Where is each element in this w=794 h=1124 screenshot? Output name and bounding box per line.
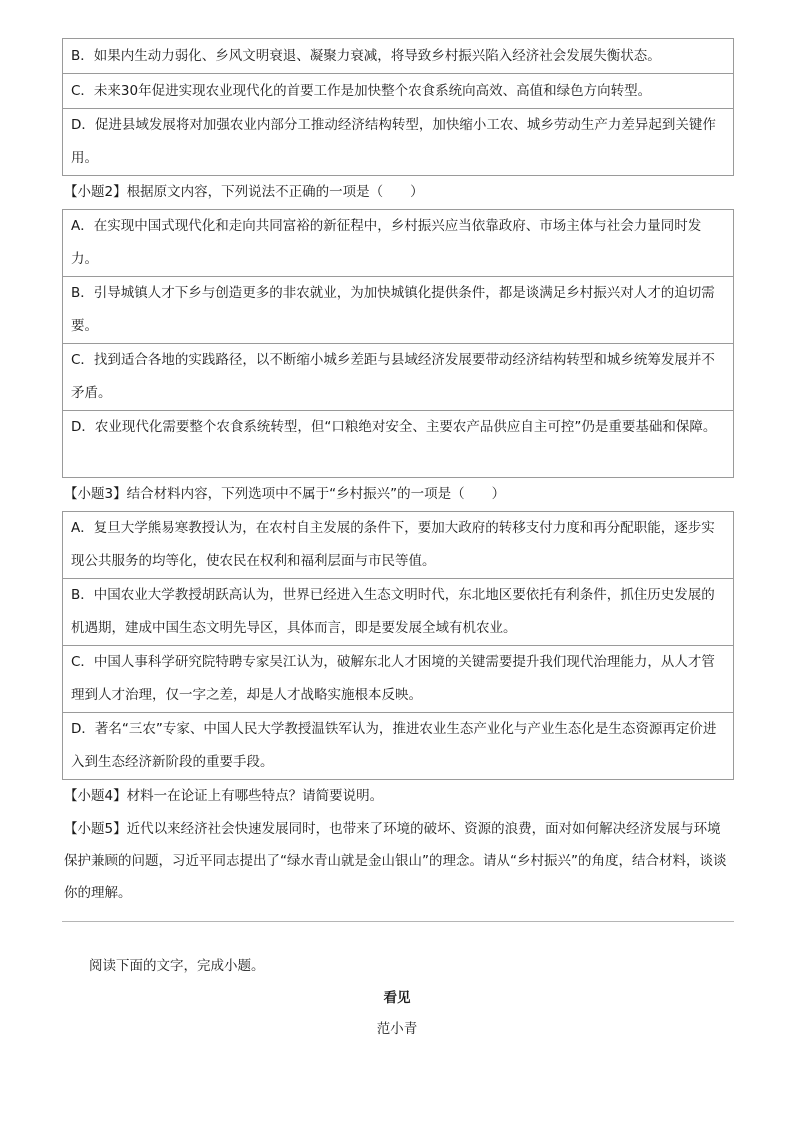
reading-author: 范小青: [376, 1021, 418, 1037]
q1-option-c[interactable]: C．未来30年促进实现农业现代化的首要工作是加快整个农食系统向高效、高值和绿色方向转型。: [62, 74, 734, 109]
q1-option-d[interactable]: D．促进县域发展将对加强农业内部分工推动经济结构转型，加快缩小工农、城乡劳动生产力差异起到关键作用。: [62, 109, 734, 176]
reading-intro: 阅读下面的文字，完成小题。: [89, 958, 265, 974]
q2-option-d[interactable]: D．农业现代化需要整个农食系统转型，但“口粮绝对安全、主要农产品供应自主可控”仍是重要基础和保障。: [62, 411, 734, 478]
q2-option-c[interactable]: C．找到适合各地的实践路径，以不断缩小城乡差距与县域经济发展要带动经济结构转型和城乡统筹发展并不矛盾。: [62, 344, 734, 411]
q2-option-a[interactable]: A．在实现中国式现代化和走向共同富裕的新征程中，乡村振兴应当依靠政府、市场主体与社会力量同时发力。: [62, 209, 734, 277]
q2-option-b[interactable]: B．引导城镇人才下乡与创造更多的非农就业，为加快城镇化提供条件，都是谈满足乡村振兴对人才的迫切需要。: [62, 277, 734, 344]
q1-option-b[interactable]: B．如果内生动力弱化、乡风文明衰退、凝聚力衰减，将导致乡村振兴陷入经济社会发展失衡状态。: [62, 38, 734, 74]
reading-title: 看见: [383, 990, 411, 1006]
q3-stem: 【小题3】结合材料内容，下列选项中不属于“乡村振兴”的一项是（ ）: [64, 486, 506, 502]
q3-option-c[interactable]: C．中国人事科学研究院特聘专家吴江认为，破解东北人才困境的关键需要提升我们现代治理能力，从人才管理到人才治理，仅一字之差，却是人才战略实施根本反映。: [62, 646, 734, 713]
section-divider: [62, 921, 734, 922]
q5-stem: 【小题5】近代以来经济社会快速发展同时，也带来了环境的破坏、资源的浪费，面对如何解决经济发展与环境保护兼顾的问题，习近平同志提出了“绿水青山就是金山银山”的理念。请从“乡村振兴”的角度，结合材料，谈谈你的理解。: [64, 821, 727, 901]
q3-option-a[interactable]: A．复旦大学熊易寒教授认为，在农村自主发展的条件下，要加大政府的转移支付力度和再分配职能，逐步实现公共服务的均等化，使农民在权利和福利层面与市民等值。: [62, 511, 734, 579]
q3-option-b[interactable]: B．中国农业大学教授胡跃高认为，世界已经进入生态文明时代，东北地区要依托有利条件，抓住历史发展的机遇期，建成中国生态文明先导区，具体而言，即是要发展全域有机农业。: [62, 579, 734, 646]
q2-stem: 【小题2】根据原文内容，下列说法不正确的一项是（ ）: [64, 184, 424, 200]
question-page: [62, 38, 734, 922]
q4-stem: 【小题4】材料一在论证上有哪些特点？请简要说明。: [64, 788, 384, 804]
q3-option-d[interactable]: D．著名“三农”专家、中国人民大学教授温铁军认为，推进农业生态产业化与产业生态化是生态资源再定价进入到生态经济新阶段的重要手段。: [62, 713, 734, 780]
